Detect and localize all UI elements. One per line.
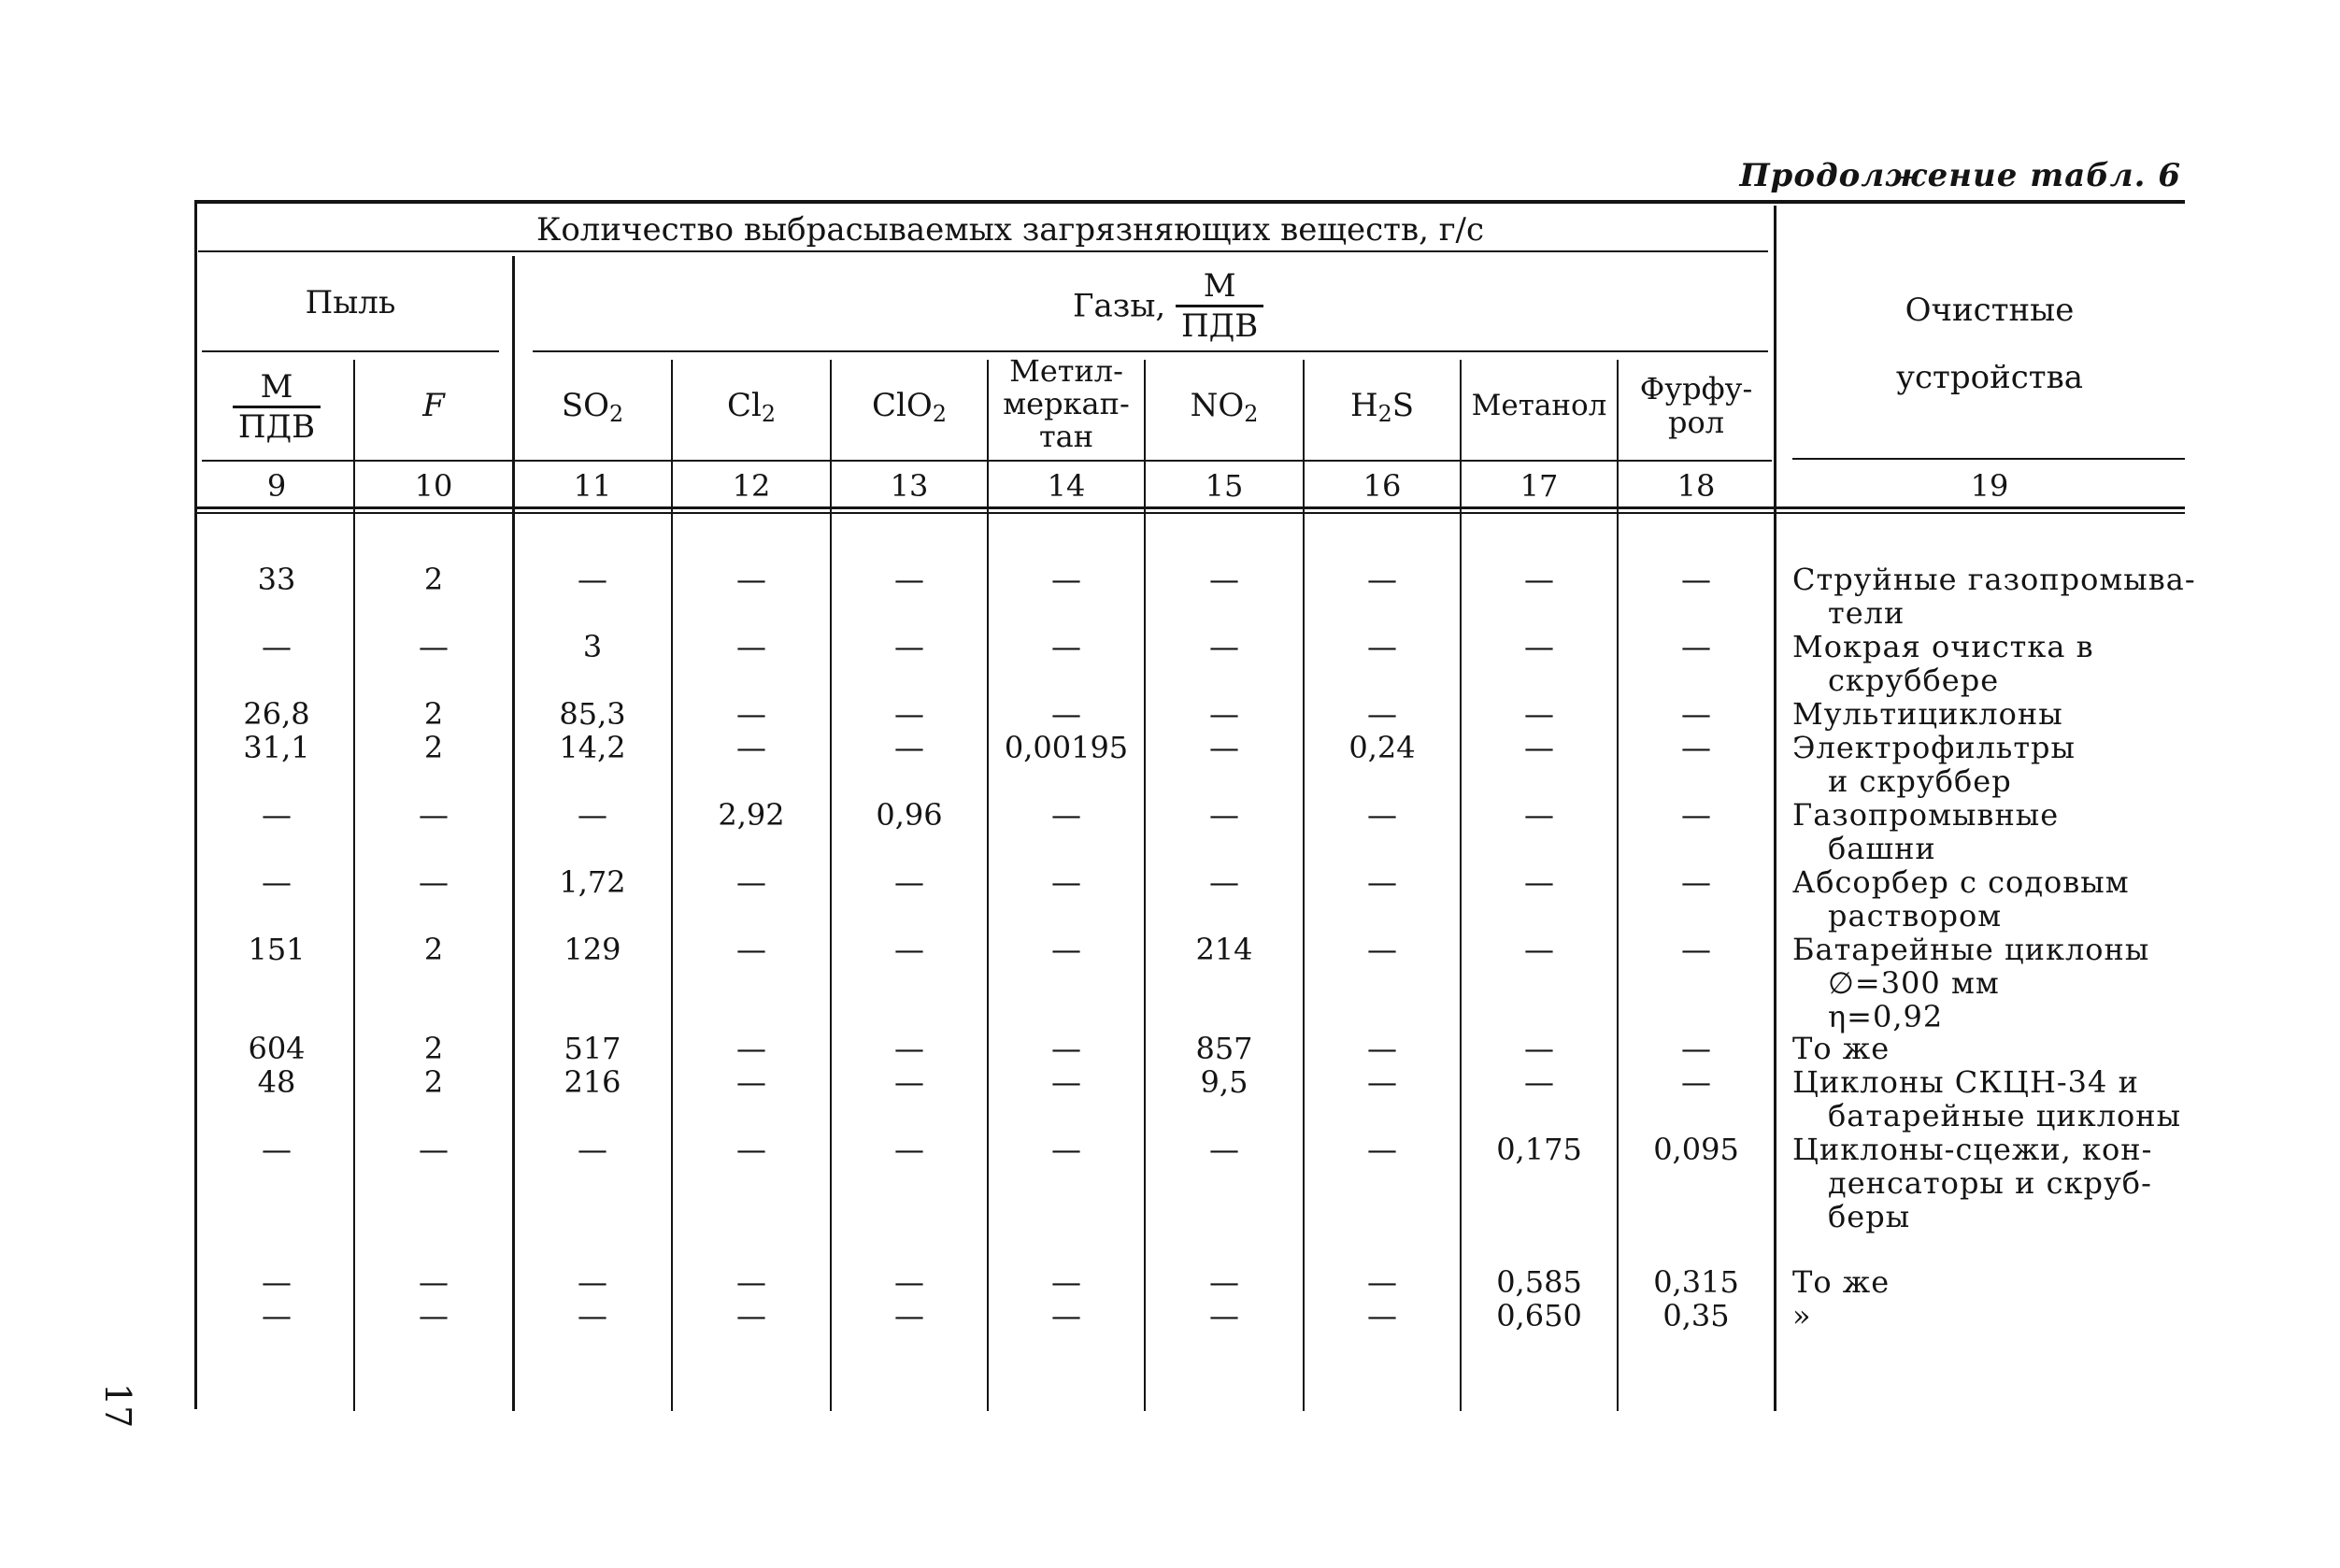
colnum: 9 xyxy=(266,468,287,504)
clo2-main: ClO xyxy=(872,387,933,424)
dust-underline xyxy=(202,350,499,352)
table-cell: — xyxy=(1209,629,1239,664)
mercaptan-l2: меркап- xyxy=(1003,386,1130,421)
colnum: 14 xyxy=(1047,468,1086,504)
table-cell: — xyxy=(419,1264,449,1300)
table-cell: — xyxy=(894,1298,924,1333)
cleaning-device-line: тели xyxy=(1828,595,1905,631)
table-cell: — xyxy=(1209,730,1239,765)
table-cell: — xyxy=(1367,864,1397,900)
table-cell: 2 xyxy=(423,562,444,597)
table-cell: 2 xyxy=(423,932,444,967)
table-cell: — xyxy=(262,864,292,900)
colnum: 10 xyxy=(414,468,453,504)
table-cell: — xyxy=(1524,797,1554,833)
colnum: 12 xyxy=(732,468,771,504)
dust-m-den: ПДВ xyxy=(233,406,321,446)
cleaning-device xyxy=(1792,798,2059,865)
table-cell: — xyxy=(1681,629,1711,664)
mercaptan-header xyxy=(989,355,1144,453)
h2s-header xyxy=(1305,389,1460,431)
table-cell: — xyxy=(1209,1298,1239,1333)
table-cell: — xyxy=(736,730,766,765)
table-caption: Продолжение табл. 6 xyxy=(1739,157,2181,194)
no2-main: NO xyxy=(1190,387,1245,424)
clo2-sub: 2 xyxy=(932,400,947,427)
table-cell: — xyxy=(1524,864,1554,900)
table-cell: — xyxy=(1681,1031,1711,1066)
dust-title: Пыль xyxy=(305,284,396,321)
table-cell: — xyxy=(1209,696,1239,732)
table-cell: — xyxy=(736,629,766,664)
cleaning-device-line: башни xyxy=(1828,831,1936,866)
furfurol-header xyxy=(1619,372,1774,439)
table-cell: — xyxy=(736,1264,766,1300)
table-cell: — xyxy=(736,696,766,732)
table-cell: 85,3 xyxy=(559,696,626,732)
table-cell: 1,72 xyxy=(559,864,626,900)
table-cell: — xyxy=(1051,1298,1081,1333)
cleaning-device-line: Мокрая очистка в xyxy=(1792,629,2094,664)
cleaning-device xyxy=(1792,1265,1890,1299)
table-cell: — xyxy=(578,1132,607,1167)
table-cell: — xyxy=(1051,696,1081,732)
table-cell: — xyxy=(736,562,766,597)
table-cell: — xyxy=(1681,797,1711,833)
dust-m-num: М xyxy=(260,368,293,406)
table-cell: 129 xyxy=(564,932,621,967)
gases-fraction xyxy=(1176,267,1263,345)
cleaning-device xyxy=(1792,1299,1812,1333)
cleaning-device xyxy=(1792,630,2094,697)
table-cell: — xyxy=(1681,864,1711,900)
table-cell: 151 xyxy=(248,932,306,967)
table-cell: — xyxy=(262,797,292,833)
cleaning-device-line: То же xyxy=(1792,1031,1891,1066)
table-cell: — xyxy=(262,1264,292,1300)
table-cell: — xyxy=(894,864,924,900)
table-cell: 2 xyxy=(423,1031,444,1066)
cleaning-device xyxy=(1792,697,2063,731)
cleaning-device-line: » xyxy=(1792,1298,1812,1333)
table-cell: 48 xyxy=(257,1064,296,1100)
colnum: 13 xyxy=(890,468,929,504)
h2s-h: H xyxy=(1349,387,1378,424)
table-cell: — xyxy=(1681,696,1711,732)
clo2-header xyxy=(832,389,987,431)
table-cell: — xyxy=(1681,1064,1711,1100)
table-cell: — xyxy=(736,1298,766,1333)
cl2-sub: 2 xyxy=(761,400,777,427)
table-cell: — xyxy=(894,1132,924,1167)
table-cell: 2 xyxy=(423,1064,444,1100)
table-cell: — xyxy=(1209,1264,1239,1300)
table-cell: 0,095 xyxy=(1653,1132,1739,1167)
table-cell: — xyxy=(1524,562,1554,597)
table-cell: — xyxy=(1367,1298,1397,1333)
table-cell: — xyxy=(1524,1064,1554,1100)
table-cell: — xyxy=(578,797,607,833)
header-rule xyxy=(194,506,2185,509)
cleaning-device-line: батарейные циклоны xyxy=(1828,1098,2182,1133)
table-cell: — xyxy=(1367,1132,1397,1167)
table-cell: — xyxy=(1051,562,1081,597)
table-cell: — xyxy=(1209,864,1239,900)
cleaning-device-line: беры xyxy=(1828,1199,1911,1234)
no2-sub: 2 xyxy=(1244,400,1259,427)
cleaning-device xyxy=(1792,1065,2181,1133)
table-cell: 214 xyxy=(1195,932,1253,967)
mercaptan-l1: Метил- xyxy=(1009,353,1123,389)
table-cell: — xyxy=(736,1031,766,1066)
furfurol-l2: рол xyxy=(1667,405,1725,440)
table-cell: 26,8 xyxy=(243,696,310,732)
cleaning-device-line: Циклоны СКЦН-34 и xyxy=(1792,1064,2139,1100)
colnum: 16 xyxy=(1363,468,1402,504)
table-cell: 0,35 xyxy=(1662,1298,1730,1333)
table-cell: — xyxy=(1524,730,1554,765)
table-cell: — xyxy=(1209,797,1239,833)
no2-header xyxy=(1146,389,1303,431)
cleaning-device-line: раствором xyxy=(1828,898,2003,934)
so2-main: SO xyxy=(561,387,610,424)
table-cell: — xyxy=(736,1064,766,1100)
table-cell: 604 xyxy=(248,1031,306,1066)
table-cell: 33 xyxy=(257,562,296,597)
table-cell: — xyxy=(1681,730,1711,765)
header-rule-2 xyxy=(194,512,2185,514)
table-cell: 2 xyxy=(423,730,444,765)
so2-header xyxy=(514,389,671,431)
cleaning-device-line: Циклоны-сцежи, кон- xyxy=(1792,1132,2153,1167)
cleaning-device xyxy=(1792,1032,1890,1065)
table-cell: 0,315 xyxy=(1653,1264,1739,1300)
table-cell: — xyxy=(1367,562,1397,597)
table-cell: 31,1 xyxy=(243,730,310,765)
table-cell: 2 xyxy=(423,696,444,732)
table-cell: — xyxy=(1367,1064,1397,1100)
table-cell: — xyxy=(1051,1264,1081,1300)
cleaning-device xyxy=(1792,933,2149,1033)
table-cell: — xyxy=(894,932,924,967)
table-cell: — xyxy=(1051,932,1081,967)
table-cell: — xyxy=(736,864,766,900)
mercaptan-l3: тан xyxy=(1038,419,1094,454)
table-cell: — xyxy=(262,629,292,664)
table-cell: — xyxy=(1524,1031,1554,1066)
dust-m-header xyxy=(202,368,351,446)
gases-frac-num: М xyxy=(1203,267,1236,305)
cleaning-device-line: денсаторы и скруб- xyxy=(1828,1165,2152,1201)
table-cell: — xyxy=(894,1031,924,1066)
furfurol-l1: Фурфу- xyxy=(1639,371,1753,406)
table-cell: — xyxy=(894,1264,924,1300)
table-cell: — xyxy=(1367,932,1397,967)
table-cell: — xyxy=(1367,797,1397,833)
table-cell: 0,650 xyxy=(1496,1298,1582,1333)
emissions-underline xyxy=(198,250,1768,252)
vline-19 xyxy=(1774,206,1776,1411)
table-cell: — xyxy=(1367,1264,1397,1300)
table-cell: 0,96 xyxy=(876,797,943,833)
cleaning-device-line: Газопромывные xyxy=(1792,797,2060,833)
cl2-header xyxy=(673,389,830,431)
gases-title xyxy=(1073,267,1263,345)
cleaning-device-line: Струйные газопромыва- xyxy=(1792,562,2196,597)
table-cell: — xyxy=(1051,1031,1081,1066)
colnum: 11 xyxy=(573,468,612,504)
cleaning-header xyxy=(1794,277,2185,411)
table-cell: 216 xyxy=(564,1064,621,1100)
cl2-main: Cl xyxy=(726,387,762,424)
colnum: 19 xyxy=(1970,468,2009,504)
cleaning-device-line: То же xyxy=(1792,1264,1891,1300)
table-cell: — xyxy=(1367,1031,1397,1066)
table-cell: — xyxy=(578,1264,607,1300)
table-cell: — xyxy=(894,629,924,664)
table-cell: — xyxy=(1524,629,1554,664)
table-cell: — xyxy=(1681,932,1711,967)
table-cell: — xyxy=(1209,1132,1239,1167)
table-cell: — xyxy=(1051,629,1081,664)
so2-sub: 2 xyxy=(609,400,624,427)
table-cell: — xyxy=(419,629,449,664)
table-cell: 0,585 xyxy=(1496,1264,1582,1300)
table-cell: 517 xyxy=(564,1031,621,1066)
cleaning-device xyxy=(1792,1133,2152,1233)
cleaning-header-l2: устройства xyxy=(1895,359,2083,396)
top-rule xyxy=(194,200,2185,204)
page-number: 17 xyxy=(97,1383,138,1429)
cleaning-device xyxy=(1792,563,2196,630)
table-cell: — xyxy=(894,1064,924,1100)
table-cell: — xyxy=(1681,562,1711,597)
table-cell: 0,00195 xyxy=(1004,730,1129,765)
cleaning-device-line: и скруббер xyxy=(1828,763,2012,799)
table-cell: 0,175 xyxy=(1496,1132,1582,1167)
h2s-sub: 2 xyxy=(1377,400,1392,427)
methanol-header: Метанол xyxy=(1471,389,1607,422)
left-border xyxy=(194,204,197,1409)
dust-f-header: F xyxy=(422,387,445,424)
table-cell: — xyxy=(1051,1064,1081,1100)
table-cell: — xyxy=(894,562,924,597)
table-cell: — xyxy=(419,797,449,833)
table-cell: — xyxy=(1524,932,1554,967)
cleaning-device-line: Абсорбер с содовым xyxy=(1792,864,2130,900)
table-cell: — xyxy=(736,932,766,967)
table-cell: — xyxy=(1209,562,1239,597)
cleaning-device-line: скруббере xyxy=(1828,663,2000,698)
table-cell: 857 xyxy=(1195,1031,1253,1066)
table-cell: — xyxy=(1051,797,1081,833)
table-cell: 14,2 xyxy=(559,730,626,765)
table-cell: — xyxy=(1524,696,1554,732)
table-cell: — xyxy=(578,1298,607,1333)
colnum: 15 xyxy=(1205,468,1244,504)
table-cell: — xyxy=(1367,696,1397,732)
table-cell: — xyxy=(262,1298,292,1333)
table-cell: — xyxy=(736,1132,766,1167)
cleaning-device-line: Батарейные циклоны xyxy=(1792,932,2150,967)
cleaning-underline xyxy=(1792,458,2185,460)
emissions-title: Количество выбрасываемых загрязняющих веществ, г/с xyxy=(536,211,1485,249)
table-cell: — xyxy=(894,730,924,765)
h2s-s: S xyxy=(1391,387,1415,424)
table-cell: 9,5 xyxy=(1200,1064,1248,1100)
gases-frac-den: ПДВ xyxy=(1176,305,1263,345)
table-cell: — xyxy=(1051,864,1081,900)
colnum: 17 xyxy=(1520,468,1559,504)
gases-underline xyxy=(533,350,1768,352)
cleaning-device-line: Электрофильтры xyxy=(1792,730,2076,765)
cleaning-device-line: ∅=300 мм xyxy=(1828,965,2000,1001)
table-cell: 2,92 xyxy=(718,797,785,833)
table-cell: 0,24 xyxy=(1348,730,1416,765)
cleaning-device xyxy=(1792,731,2076,798)
cleaning-device-line: η=0,92 xyxy=(1828,999,1944,1034)
table-cell: — xyxy=(1367,629,1397,664)
cleaning-header-l1: Очистные xyxy=(1905,292,2075,329)
cleaning-device-line: Мультициклоны xyxy=(1792,696,2063,732)
colnum: 18 xyxy=(1677,468,1716,504)
dust-m-fraction xyxy=(233,368,321,446)
table-cell: — xyxy=(894,696,924,732)
table-cell: — xyxy=(419,864,449,900)
table-cell: — xyxy=(578,562,607,597)
table-cell: — xyxy=(1051,1132,1081,1167)
table-cell: — xyxy=(419,1132,449,1167)
table-cell: — xyxy=(419,1298,449,1333)
table-cell: — xyxy=(262,1132,292,1167)
cleaning-device xyxy=(1792,865,2130,933)
gases-prefix: Газы, xyxy=(1073,287,1166,325)
table-cell: 3 xyxy=(582,629,603,664)
